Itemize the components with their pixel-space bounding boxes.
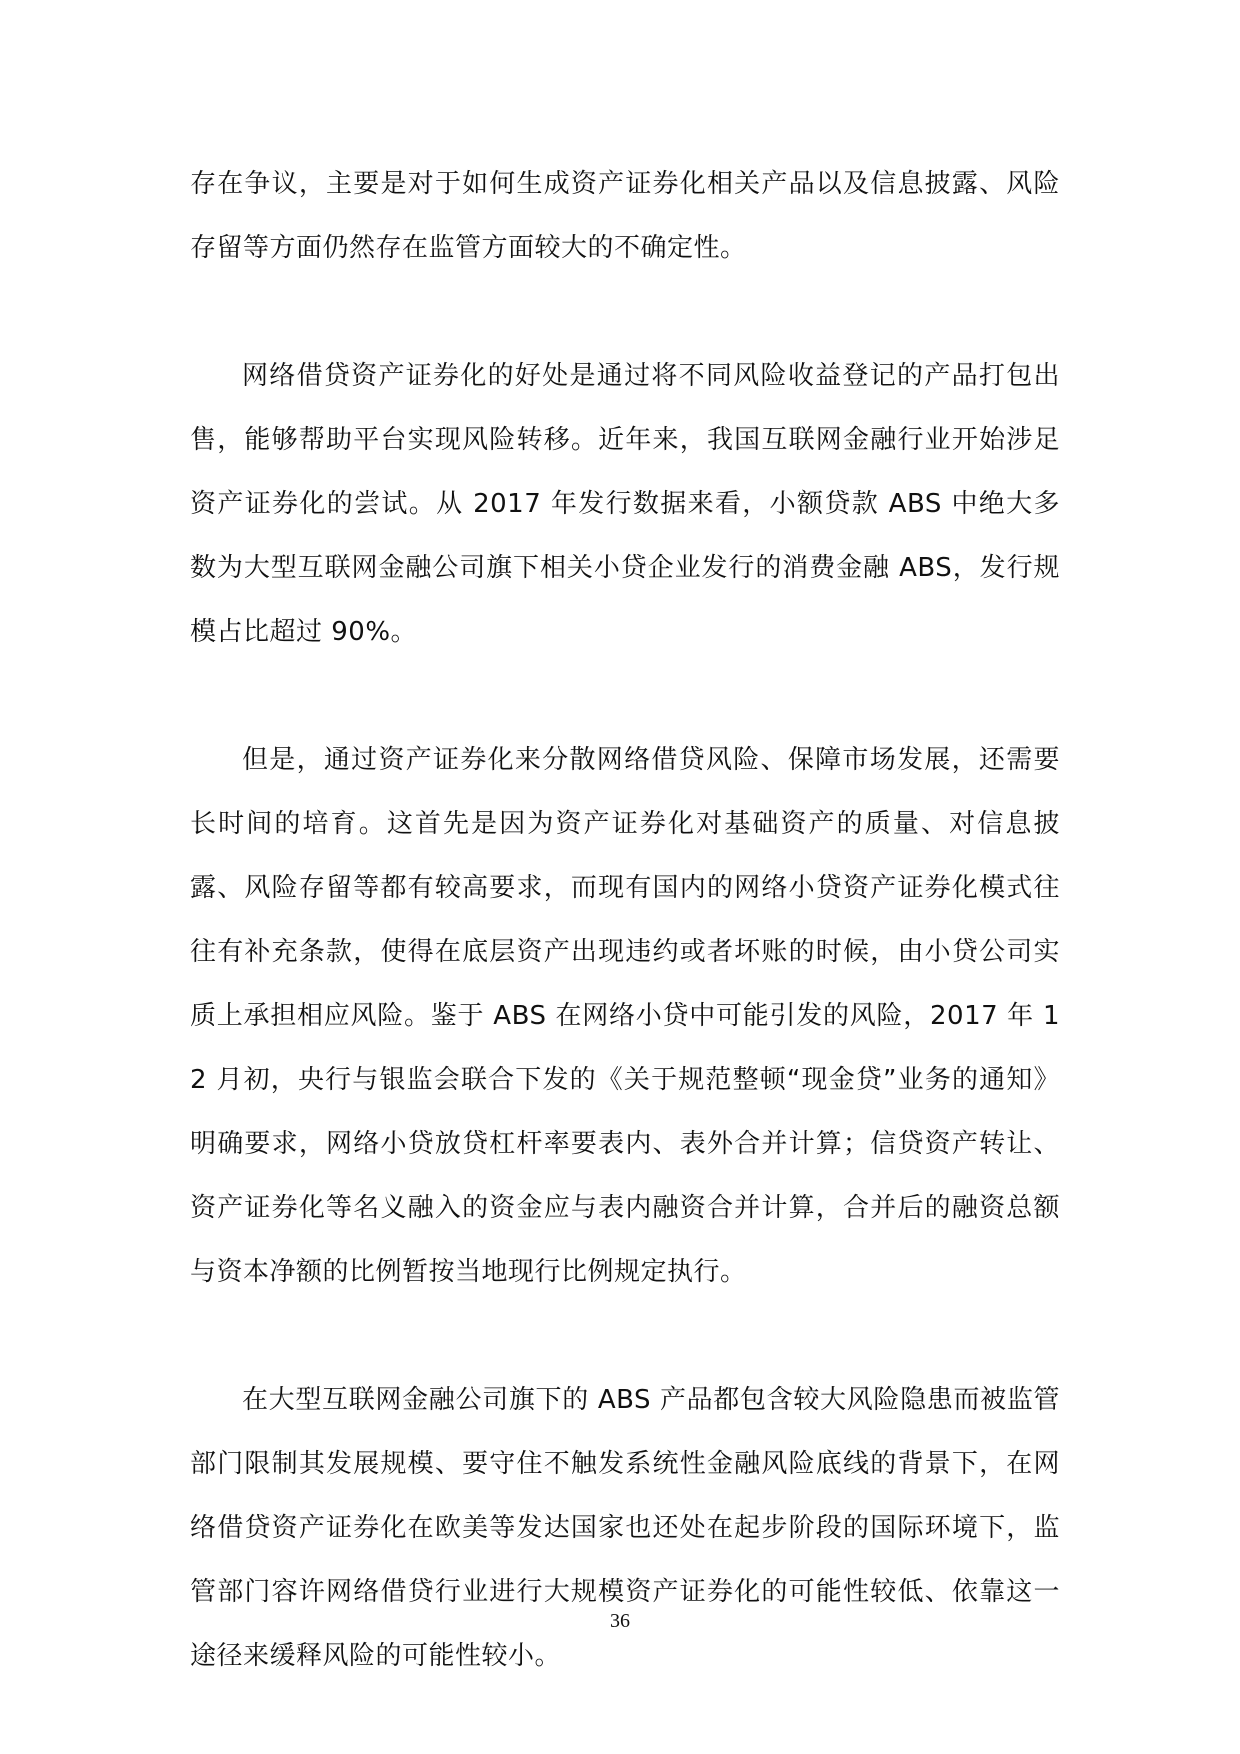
paragraph-4: 在大型互联网金融公司旗下的 ABS 产品都包含较大风险隐患而被监管部门限制其发展规模、要守住不触发系统性金融风险底线的背景下，在网络借贷资产证券化在欧美等发达国家也还处在起步阶段的国际环境下，监管部门容许网络借贷行业进行大规模资产证券化的可能性较低、依靠这一途径来缓释风险的可能性较小。 — [190, 1385, 1060, 1671]
paragraph-gap — [190, 280, 1060, 344]
paragraph-2: 网络借贷资产证券化的好处是通过将不同风险收益登记的产品打包出售，能够帮助平台实现风险转移。近年来，我国互联网金融行业开始涉足资产证券化的尝试。从 2017 年发行数据来看，小额贷款 ABS 中绝大多数为大型互联网金融公司旗下相关小贷企业发行的消费金融 ABS，发行规模占比超过 90%。 — [190, 361, 1060, 647]
body-text — [190, 152, 1060, 1688]
paragraph-gap — [190, 664, 1060, 728]
page-number: 36 — [610, 1610, 630, 1632]
paragraph-1: 存在争议，主要是对于如何生成资产证券化相关产品以及信息披露、风险存留等方面仍然存在监管方面较大的不确定性。 — [190, 169, 1060, 263]
paragraph-3: 但是，通过资产证券化来分散网络借贷风险、保障市场发展，还需要长时间的培育。这首先是因为资产证券化对基础资产的质量、对信息披露、风险存留等都有较高要求，而现有国内的网络小贷资产证券化模式往往有补充条款，使得在底层资产出现违约或者坏账的时候，由小贷公司实质上承担相应风险。鉴于 ABS 在网络小贷中可能引发的风险，2017 年 12 月初，央行与银监会联合下发的《关于规范整顿“现金贷”业务的通知》明确要求，网络小贷放贷杠杆率要表内、表外合并计算；信贷资产转让、资产证券化等名义融入的资金应与表内融资合并计算，合并后的融资总额与资本净额的比例暂按当地现行比例规定执行。 — [190, 745, 1060, 1287]
paragraph-gap — [190, 1304, 1060, 1368]
